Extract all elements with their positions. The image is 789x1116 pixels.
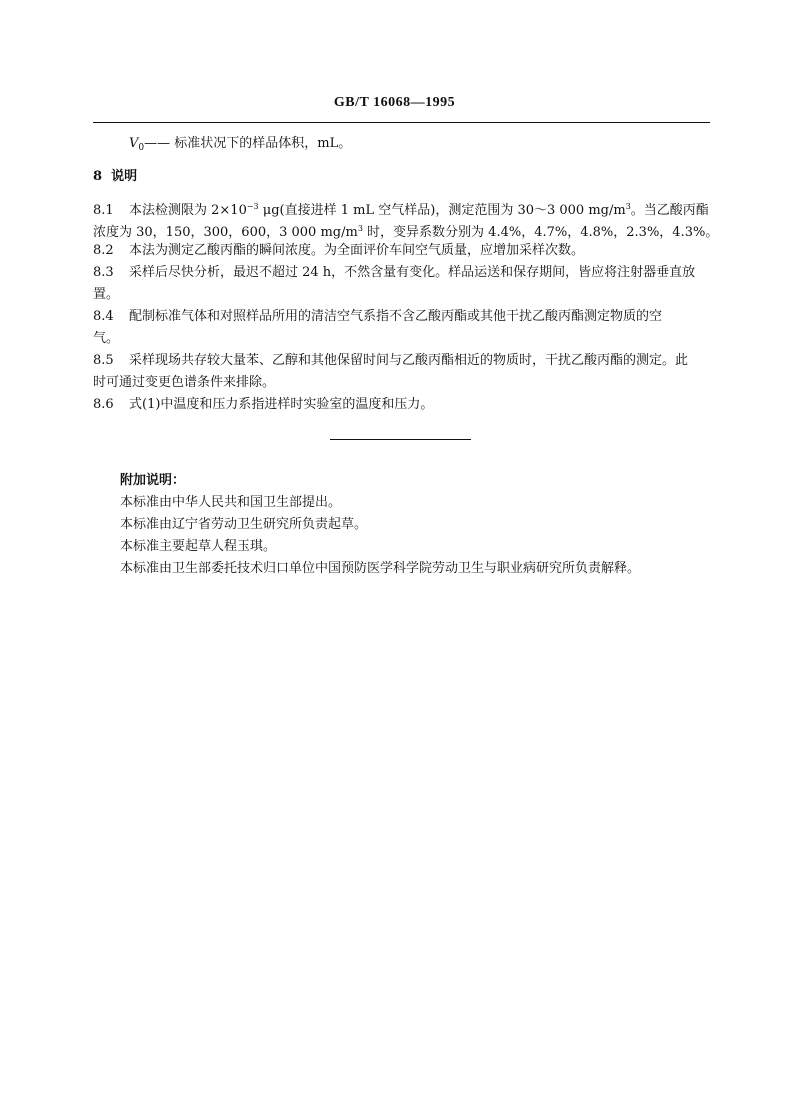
definition-line bbox=[129, 135, 749, 157]
notes-line: 本标准由卫生部委托技术归口单位中国预防医学科学院劳动卫生与职业病研究所负责解释。 bbox=[120, 561, 641, 576]
volume-subscript: 0 bbox=[138, 143, 145, 153]
exponent: 3 bbox=[625, 202, 631, 211]
item-8-2 bbox=[93, 242, 713, 260]
notes-title: 附加说明： bbox=[120, 473, 186, 488]
item-text: 时可通过变更色谱条件来排除。 bbox=[93, 375, 276, 390]
exponent: −3 bbox=[246, 202, 259, 211]
item-text: 式(1)中温度和压力系指进样时实验室的温度和压力。 bbox=[129, 397, 434, 412]
item-text: 本法检测限为 2×10 bbox=[129, 203, 247, 218]
item-text: 。当乙酸丙酯 bbox=[630, 203, 709, 218]
item-8-6 bbox=[93, 396, 713, 414]
page-header: GB/T 16068—1995 bbox=[333, 95, 456, 110]
item-text: 采样后尽快分析，最迟不超过 24 h，不然含量有变化。样品运送和保存期间，皆应将注射器垂直放 bbox=[129, 265, 696, 280]
item-8-3-line2 bbox=[93, 286, 713, 304]
item-8-4-line1 bbox=[93, 308, 713, 326]
item-number: 8.2 bbox=[93, 243, 114, 258]
item-number: 8.1 bbox=[93, 203, 114, 218]
item-text: 时，变异系数分别为 4.4%，4.7%，4.8%，2.3%，4.3%。 bbox=[362, 225, 719, 240]
header-rule bbox=[93, 122, 710, 123]
end-rule bbox=[330, 439, 471, 440]
exponent: 3 bbox=[357, 224, 363, 233]
item-number: 8.4 bbox=[93, 309, 114, 324]
item-number: 8.3 bbox=[93, 265, 114, 280]
notes-line: 本标准由中华人民共和国卫生部提出。 bbox=[120, 495, 342, 510]
item-8-5-line1 bbox=[93, 352, 713, 370]
item-text: 本法为测定乙酸丙酯的瞬间浓度。为全面评价车间空气质量，应增加采样次数。 bbox=[129, 243, 585, 258]
item-number: 8.5 bbox=[93, 353, 114, 368]
item-text: 浓度为 30，150，300，600，3 000 mg/m bbox=[93, 225, 358, 240]
item-number: 8.6 bbox=[93, 397, 114, 412]
section-number: 8 bbox=[93, 169, 103, 184]
definition-text: —— 标准状况下的样品体积，mL。 bbox=[144, 136, 352, 151]
item-8-1-line2 bbox=[93, 220, 719, 242]
item-8-1-line1 bbox=[93, 198, 713, 220]
volume-symbol: V bbox=[129, 136, 139, 151]
item-text: 配制标准气体和对照样品所用的清洁空气系指不含乙酸丙酯或其他干扰乙酸丙酯测定物质的空 bbox=[129, 309, 663, 324]
item-text: 采样现场共存较大量苯、乙醇和其他保留时间与乙酸丙酯相近的物质时，干扰乙酸丙酯的测定。此 bbox=[129, 353, 689, 368]
additional-notes bbox=[120, 470, 720, 580]
section-title: 说明 bbox=[111, 169, 138, 184]
item-text: μg(直接进样 1 mL 空气样品)，测定范围为 30～3 000 mg/m bbox=[258, 203, 626, 218]
notes-line: 本标准由辽宁省劳动卫生研究所负责起草。 bbox=[120, 517, 368, 532]
section-heading bbox=[93, 168, 713, 186]
item-8-3-line1 bbox=[93, 264, 713, 282]
item-text: 气。 bbox=[93, 331, 120, 346]
item-8-4-line2 bbox=[93, 330, 713, 348]
item-8-5-line2 bbox=[93, 374, 713, 392]
item-text: 置。 bbox=[93, 287, 120, 302]
notes-line: 本标准主要起草人程玉琪。 bbox=[120, 539, 277, 554]
